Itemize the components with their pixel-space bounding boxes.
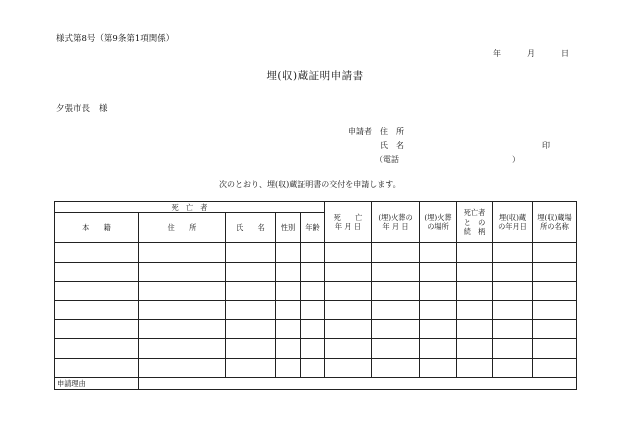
col-cremation-date: (埋)火葬の 年 月 日 [372,202,420,243]
table-row [55,301,577,320]
table-cell[interactable] [325,320,372,339]
col-age: 年齢 [301,213,325,243]
table-cell[interactable] [226,339,276,358]
addressee-honorific: 様 [99,104,108,114]
table-cell[interactable] [301,301,325,320]
table-cell[interactable] [457,262,493,281]
table-cell[interactable] [457,281,493,300]
table-cell[interactable] [325,358,372,377]
table-cell[interactable] [533,358,577,377]
table-cell[interactable] [301,262,325,281]
applicant-phone-close: ） [512,155,520,164]
table-cell[interactable] [55,358,139,377]
table-row [55,320,577,339]
table-cell[interactable] [493,301,533,320]
table-cell[interactable] [493,358,533,377]
table-cell[interactable] [55,339,139,358]
table-cell[interactable] [493,243,533,262]
table-cell[interactable] [226,320,276,339]
table-cell[interactable] [325,243,372,262]
reason-row [55,377,577,389]
col-cremation-place: (埋)火葬 の場所 [420,202,457,243]
table-cell[interactable] [226,243,276,262]
form-number: 様式第8号（第9条第1項関係） [56,34,175,44]
table-cell[interactable] [139,262,226,281]
applicant-seal: 印 [542,141,550,150]
table-cell[interactable] [533,320,577,339]
table-cell[interactable] [493,339,533,358]
table-cell[interactable] [420,320,457,339]
table-cell[interactable] [457,320,493,339]
table-cell[interactable] [533,301,577,320]
table-cell[interactable] [276,301,301,320]
table-row [55,243,577,262]
table-cell[interactable] [533,262,577,281]
col-death-date: 死 亡 年 月 日 [325,202,372,243]
document-title: 埋(収)蔵証明申請書 [266,70,364,82]
date-month-label: 月 [527,49,535,58]
deceased-group-header: 死 亡 者 [55,202,325,213]
table-cell[interactable] [139,281,226,300]
table-cell[interactable] [226,281,276,300]
table-cell[interactable] [325,301,372,320]
table-cell[interactable] [139,358,226,377]
table-cell[interactable] [55,301,139,320]
table-cell[interactable] [55,281,139,300]
table-row [55,358,577,377]
reason-field[interactable] [139,377,577,389]
table-cell[interactable] [55,262,139,281]
table-cell[interactable] [533,281,577,300]
applicant-name-label: 氏 名 [380,141,404,150]
applicant-address-label: 住 所 [380,127,404,136]
table-cell[interactable] [420,281,457,300]
table-cell[interactable] [301,281,325,300]
table-cell[interactable] [533,339,577,358]
addressee-name: 夕張市長 [56,104,91,114]
table-cell[interactable] [493,262,533,281]
col-sex: 性別 [276,213,301,243]
table-cell[interactable] [276,320,301,339]
table-cell[interactable] [372,358,420,377]
table-cell[interactable] [325,339,372,358]
table-cell[interactable] [493,320,533,339]
table-cell[interactable] [372,301,420,320]
table-cell[interactable] [301,358,325,377]
table-cell[interactable] [372,262,420,281]
table-cell[interactable] [55,243,139,262]
table-cell[interactable] [420,262,457,281]
table-cell[interactable] [276,339,301,358]
table-cell[interactable] [420,243,457,262]
col-interment-place: 埋(収)蔵場 所の名称 [533,202,577,243]
table-cell[interactable] [139,243,226,262]
table-cell[interactable] [457,301,493,320]
date-day-label: 日 [561,49,569,58]
table-cell[interactable] [420,358,457,377]
table-cell[interactable] [457,243,493,262]
table-cell[interactable] [457,339,493,358]
table-row [55,339,577,358]
table-cell[interactable] [276,262,301,281]
table-cell[interactable] [372,281,420,300]
table-cell[interactable] [139,320,226,339]
applicant-label: 申請者 [348,127,372,136]
table-cell[interactable] [325,281,372,300]
table-cell[interactable] [276,243,301,262]
col-relationship: 死亡者 と の 続 柄 [457,202,493,243]
col-honseki: 本 籍 [55,213,139,243]
table-cell[interactable] [276,358,301,377]
table-cell[interactable] [276,281,301,300]
date-year-label: 年 [493,49,501,58]
table-cell[interactable] [420,301,457,320]
col-interment-date: 埋(収)蔵 の年月日 [493,202,533,243]
table-row [55,262,577,281]
table-cell[interactable] [139,339,226,358]
col-name: 氏 名 [226,213,276,243]
applicant-phone-open: （電話 [375,155,399,164]
reason-label: 申請理由 [55,377,139,389]
table-cell[interactable] [325,262,372,281]
addressee [56,102,108,114]
date-line [493,48,569,59]
table-cell[interactable] [139,301,226,320]
table-cell[interactable] [372,339,420,358]
table-cell[interactable] [226,358,276,377]
table-row [55,281,577,300]
table-cell[interactable] [372,243,420,262]
table-cell[interactable] [226,301,276,320]
col-address: 住 所 [139,213,226,243]
application-table [54,201,577,390]
table-cell[interactable] [301,320,325,339]
table-cell[interactable] [457,358,493,377]
table-cell[interactable] [301,243,325,262]
table-cell[interactable] [493,281,533,300]
table-cell[interactable] [55,320,139,339]
table-cell[interactable] [226,262,276,281]
table-cell[interactable] [420,339,457,358]
table-cell[interactable] [372,320,420,339]
table-cell[interactable] [301,339,325,358]
table-cell[interactable] [533,243,577,262]
application-statement: 次のとおり、埋(収)蔵証明書の交付を申請します。 [219,180,401,189]
